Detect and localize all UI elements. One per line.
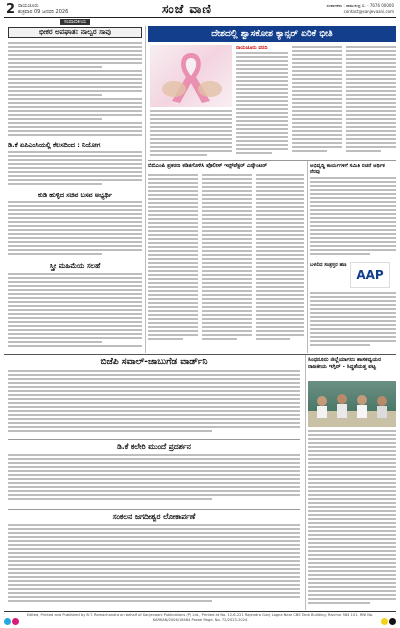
- left-sub-heading-3: ಸ್ತ್ರೀ ಮಹಿಮೆಯ ಸಲಹೆ: [49, 262, 101, 270]
- middle-body-b: [202, 174, 252, 350]
- contact-line-1: ಸಂಪಾದಕರು : ರಾಮಚಂದ್ರ ಬಿ. - 7676 00000: [326, 3, 394, 8]
- editorial-heading: ಭೀಕರ ಅಪಘಾತ: ನಾಲ್ವರ ಸಾವು: [39, 28, 111, 36]
- footer-imprint: Edited, Printed and Published by B.T. Ramachandra on behalf of Sanjevaani Publications (P) Ltd., Printed at No. 12-6-221 Rajendra Gunj Lagna Near CBS Tank Building, Raichur 584 101. RNI No. KARKAN/2006/18484 Postal Regd. No. 72/2023-2024: [26, 613, 374, 622]
- left-sub-heading-1: ಡಿ.ಕೆ ಏಪಿಎಂಸಿಯಲ್ಲಿ ಕೆಲಸದಿಂದ : ನಿಯೋಗ: [8, 141, 101, 149]
- lead-banner-text: ದೇಶದಲ್ಲಿ ಶ್ವಾಸಕೋಶ ಕ್ಯಾನ್ಸರ್ ಏರಿಕೆ ಭೀತಿ: [211, 29, 333, 39]
- masthead-logo: ಸಂಜೆ ವಾಣಿ: [162, 2, 212, 16]
- footer-rule: [4, 611, 396, 612]
- date-line-2: ಶುಕ್ರವಾರ 09 ಜನವರಿ 2026: [18, 9, 69, 15]
- left-sub-heading-2: ಕುಡಿ ಹುಳ್ಳಿದ ಸಚಿವ ಬಸವ ಅಭ್ಯರ್ಥಿ: [37, 191, 113, 199]
- editorial-body: [8, 42, 142, 138]
- left-body-4: [8, 273, 142, 351]
- right-box-body: [310, 177, 396, 257]
- mid-rule: [8, 439, 300, 440]
- wide-body-b: [8, 454, 300, 506]
- right-box-badge: [350, 262, 390, 288]
- middle-body-a: [148, 174, 198, 350]
- date-line: ರಾಯಚೂರು: [18, 3, 39, 9]
- right-lower-heading: ಸಿಂಧನೂರು ಜಿಲ್ಲೆಯಾಗಲು ಶಾಸಕದ್ವಯರ ರಾಜಕೀಯ ಇಗ್ಗಿರ್ - ಸಿದ್ಧತೆಯತ್ತ ಪಟ್ಟ: [308, 357, 382, 370]
- lead-bottom-rule: [148, 160, 396, 161]
- wide-headline: ಬಿಜೆಪಿ ಸವಾಲ್-ಜಾಬುಗೆಡ ವಾರ್ಡ್‌ನಿ: [100, 357, 208, 367]
- middle-body-c: [256, 174, 304, 350]
- lower-rule: [8, 509, 300, 510]
- left-body-3: [8, 201, 142, 259]
- aap-logo: AAP: [356, 268, 384, 282]
- right-box-heading: ಅಭಿವೃದ್ಧಿ ಕಾರ್ಯಗಳಿಗೆ ಸಮಿತಿ ರಚನೆ ಆರ್ಥಿಕ ನೆರವು: [310, 163, 385, 175]
- people-icon: [308, 381, 396, 427]
- registration-black: [389, 618, 396, 625]
- right-lower-body: [308, 430, 396, 606]
- left-body-2: [8, 151, 142, 189]
- middle-right-divider: [307, 161, 308, 353]
- lower-right-divider: [305, 355, 306, 610]
- contact-line-2: contact@sanjevaani.com: [343, 9, 394, 14]
- wide-top-rule: [4, 354, 396, 355]
- page-number: 2: [6, 2, 16, 17]
- section-tag: ಸಂಪಾದಕೀಯ: [60, 19, 90, 25]
- wide-sub-heading: ಡಿ.ಕೆ ಕಲೇರಿ ಮುಂದೆ ಪ್ರದರ್ಶನ: [117, 442, 191, 451]
- registration-cyan: [4, 618, 11, 625]
- registration-magenta: [12, 618, 19, 625]
- lead-body-b: [292, 46, 342, 158]
- lead-body-d: [150, 110, 232, 158]
- wide-body-c: [8, 524, 300, 608]
- lead-byline: ರಾಯಚೂರು ವರದಿ: [236, 45, 268, 51]
- cancer-ribbon-photo: [150, 45, 232, 107]
- right-box-body-2: [310, 292, 396, 350]
- right-box-sub-heading: ಬಳಲಿದ ಸಂತ್ರಸ್ತರ ಹಣ: [310, 262, 347, 268]
- registration-yellow: [381, 618, 388, 625]
- editorial-heading-box: [8, 27, 142, 38]
- masthead-rule: [4, 17, 396, 18]
- wide-body-a: [8, 370, 300, 436]
- middle-story-heading: ಬಿಬಿಎಂಪಿ ಪ್ರಕರಣ ಕಡಿತಗೊಳಿಸಿ ಪೊಲೀಸ್ ಇನ್ಸ್‌ಪೆಕ್ಟರ್ ಎನ್ಕೌಂಟರ್: [148, 163, 268, 169]
- lead-body-a: [236, 52, 288, 158]
- lead-body-c: [346, 46, 396, 158]
- wide-bottom-heading: ಸಂಕಲನ ಜಗದೀಶ್ವರ ಲೋಕಾರ್ಪಣೆ: [112, 512, 196, 521]
- left-column-divider: [145, 26, 146, 353]
- lead-banner: [148, 26, 396, 42]
- pink-ribbon-icon: [150, 45, 232, 107]
- meeting-photo: [308, 381, 396, 427]
